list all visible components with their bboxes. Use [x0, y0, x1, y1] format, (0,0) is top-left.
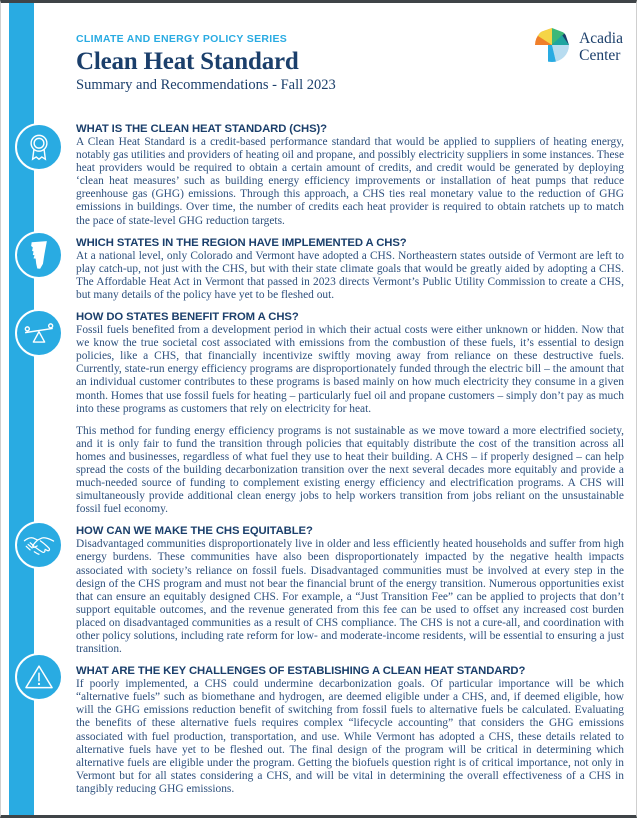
logo-wordmark — [579, 31, 623, 63]
page-title: Clean Heat Standard — [76, 48, 299, 75]
section-paragraph: Disadvantaged communities disproportionately live in older and less efficiently heated households and suffer from high energy burdens. These communities have also been disproportionately impacted by the negative health impacts associated with society’s reliance on fossil fuels. Disadvantaged communities must be involved at every step in the design of the CHS program and must not bear the financial brunt of the energy transition. Numerous opportunities exist that can ensure an equitably designed CHS. For example, a “Just Transition Fee” can be applied to projects that don’t support equitable outcomes, and the revenue generated from this fee can be used to offset any increased cost burden placed on disadvantaged communities as a result of CHS compliance. The CHS is not a cure-all, and coordination with other policy solutions, including rate reform for low- and moderate-income residents, will be essential to ensuring a just transition. — [76, 538, 624, 656]
section-how-do-states-benefit — [76, 311, 624, 516]
section-heading: HOW CAN WE MAKE THE CHS EQUITABLE? — [76, 525, 313, 538]
acadia-center-logo — [532, 25, 623, 70]
section-heading: WHAT IS THE CLEAN HEAT STANDARD (CHS)? — [76, 123, 327, 135]
section-heading: WHAT ARE THE KEY CHALLENGES OF ESTABLISHING A CLEAN HEAT STANDARD? — [76, 665, 526, 678]
section-heading: HOW DO STATES BENEFIT FROM A CHS? — [76, 311, 299, 324]
section-equitable — [76, 525, 624, 656]
section-paragraph: A Clean Heat Standard is a credit-based performance standard that would be applied to suppliers of heating energy, notably gas utilities and providers of heating oil and propane, and possibly electricity suppliers in some instances. These heat providers would be required to obtain a certain amount of credits, and credit would be generated by deploying ‘clean heat measures’ such as building energy efficiency improvements or installation of heat pumps that reduce greenhouse gas (GHG) emissions. Through this approach, a CHS ties real monetary value to the reduction of GHG emissions in buildings. Over time, the number of credits each heat provider is required to obtain ratchets up to match the pace of state-level GHG reduction targets. — [76, 136, 625, 227]
section-paragraph: At a national level, only Colorado and Vermont have adopted a CHS. Northeastern states outside of Vermont are left to play catch-up, not just with the CHS, but with their state climate goals that would be greatly aided by adopting a CHS. The Affordable Heat Act in Vermont that passed in 2023 directs Vermont’s Public Utility Commission to create a CHS, but many details of the policy have yet to be fleshed out. — [76, 249, 624, 301]
section-heading: WHICH STATES IN THE REGION HAVE IMPLEMENTED A CHS? — [76, 236, 407, 249]
section-which-states — [76, 237, 624, 302]
page-subtitle: Summary and Recommendations - Fall 2023 — [76, 77, 336, 93]
section-paragraph: Fossil fuels benefited from a development period in which their actual costs were either unknown or hidden. Now that we know the true societal cost associated with emissions from the combustion of these fuels, it’s essential to design policies, like a CHS, that financially incentivize swiftly moving away from reliance on these destructive fuels. Currently, state-run energy efficiency programs are disproportionately funded through the electric bill – the amount that an individual customer contributes to these programs is based mainly on how much electricity they consume in a given month. Homes that use fossil fuels for heating – particularly fuel oil and propane customers – simply don’t pay as much into these programs as customers that rely on electricity for heat. — [76, 324, 624, 415]
handshake-icon — [15, 521, 63, 569]
section-paragraph: This method for funding energy efficiency programs is not sustainable as we move toward a more electrified society, and it is only fair to fund the transition through policies that equitably distribute the cost of the transition across all homes and businesses, regardless of what fuel they use to heat their building. A CHS – if properly designed – can help spread the costs of the building decarbonization transition over the next several decades more equitably and provide a much-needed source of funding to complement existing energy efficiency and electrification programs. A CHS will simultaneously provide additional clean energy jobs to help workers transition from jobs reliant on the unsustainable fossil fuel economy. — [76, 424, 624, 516]
document-body — [76, 123, 624, 805]
warning-triangle-icon — [15, 653, 63, 701]
award-ribbon-icon — [15, 123, 63, 171]
section-what-is-chs — [76, 123, 624, 228]
logo-word-acadia: Acadia — [579, 30, 623, 48]
series-eyebrow: CLIMATE AND ENERGY POLICY SERIES — [76, 33, 288, 45]
logo-word-center: Center — [579, 46, 621, 64]
section-key-challenges — [76, 665, 624, 796]
acadia-pinwheel-logo-icon — [532, 25, 572, 70]
balance-seesaw-icon — [15, 309, 63, 357]
section-paragraph: If poorly implemented, a CHS could undermine decarbonization goals. Of particular importance will be which “alternative fuels” such as biomethane and hydrogen, are deemed eligible under a CHS, and, if deemed eligible, how will the GHG emissions reduction benefit of switching from fossil fuels to alternative fuels be calculated. Evaluating the benefits of these alternative fuels requires complex “lifecycle accounting” that considers the GHG emissions associated with fuel production, transportation, and use. While Vermont has adopted a CHS, these details related to alternative fuels have yet to be fleshed out. The final design of the program will be critical in determining which alternative fuels are eligible under the program. Getting the biofuels question right is of critical importance, not only in Vermont but for all states considering a CHS, and will be vital in determining the overall effectiveness of a CHS in tangibly reducing GHG emissions. — [76, 678, 624, 795]
vermont-state-icon — [15, 231, 63, 279]
